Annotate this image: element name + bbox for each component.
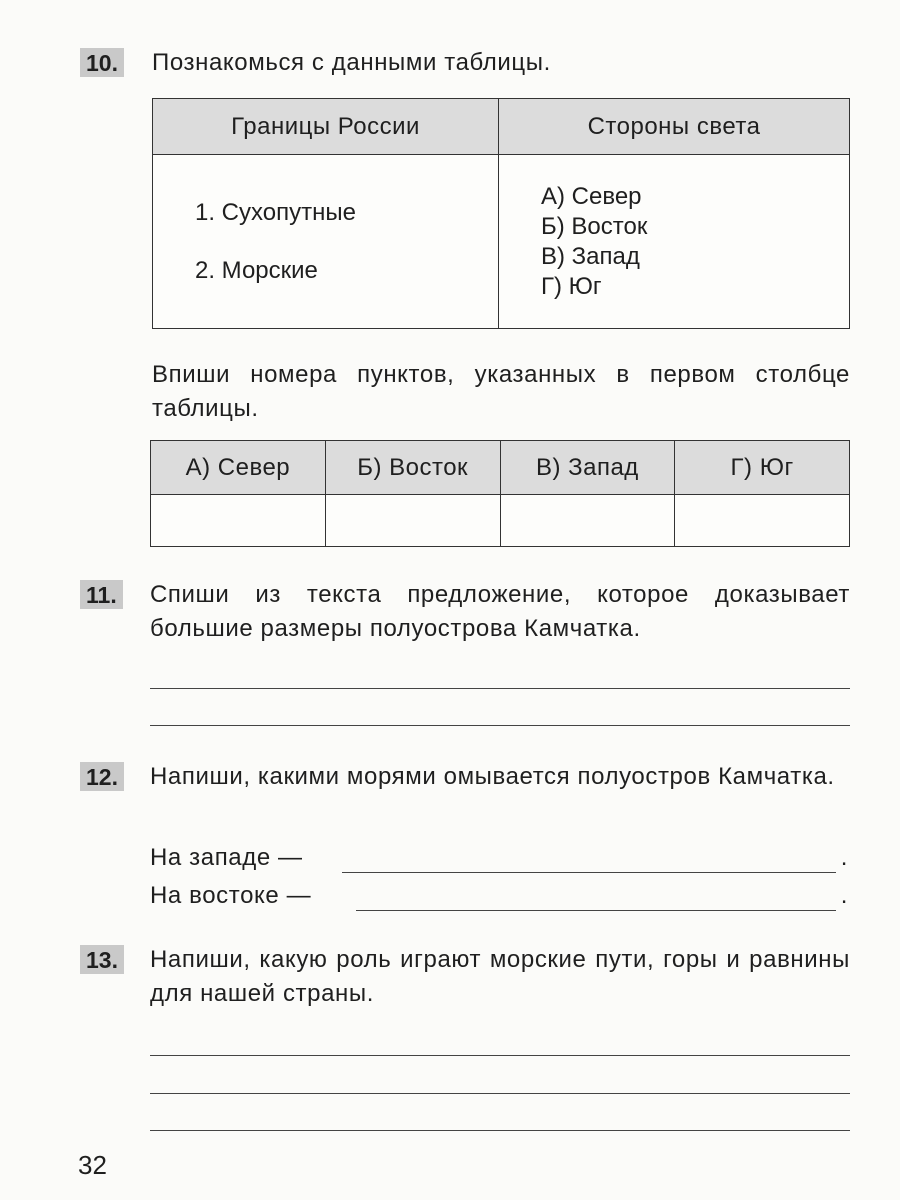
task-13 xyxy=(80,945,850,1135)
task-number: 12. xyxy=(80,762,124,791)
directions-cell xyxy=(499,155,850,329)
answer-header-south: Г) Юг xyxy=(675,441,850,495)
east-label: На востоке — xyxy=(150,882,312,909)
task-10 xyxy=(80,48,850,568)
answer-cell-west[interactable] xyxy=(500,495,675,547)
task-number: 11. xyxy=(80,580,123,609)
west-period: . xyxy=(840,844,848,871)
east-sea-row xyxy=(150,882,850,916)
answer-header-west: В) Запад xyxy=(500,441,675,495)
border-item-land: 1. Сухопутные xyxy=(195,198,356,226)
task-11 xyxy=(80,580,850,730)
directions-list xyxy=(541,182,848,302)
border-item-sea: 2. Морские xyxy=(195,256,318,284)
task-12 xyxy=(80,762,850,922)
task-prompt: Напиши, какими морями омывается полуостров Камчатка. xyxy=(150,763,835,790)
header-cardinal-directions: Стороны света xyxy=(499,99,850,155)
west-sea-answer-line[interactable] xyxy=(342,872,836,873)
task-number: 10. xyxy=(80,48,124,77)
task-prompt: Напиши, какую роль играют морские пути, горы и равнины для нашей страны. xyxy=(150,946,850,1007)
header-russia-borders: Границы России xyxy=(153,99,499,155)
borders-directions-table xyxy=(152,98,850,329)
answer-table xyxy=(150,440,850,547)
answer-cell-north[interactable] xyxy=(151,495,326,547)
task-number: 13. xyxy=(80,945,124,974)
west-label: На западе — xyxy=(150,844,303,871)
answer-line[interactable] xyxy=(150,725,850,726)
answer-line[interactable] xyxy=(150,1093,850,1094)
answer-cell-east[interactable] xyxy=(325,495,500,547)
west-sea-row xyxy=(150,844,850,878)
borders-list xyxy=(195,199,497,285)
borders-cell xyxy=(153,155,499,329)
answer-cell-south[interactable] xyxy=(675,495,850,547)
task-prompt: Спиши из текста предложение, которое доказывает большие размеры полуострова Камчатка. xyxy=(150,581,850,642)
task-instruction: Впиши номера пунктов, указанных в первом столбце таблицы. xyxy=(152,361,850,422)
answer-line[interactable] xyxy=(150,688,850,689)
direction-item-south: Г) Юг xyxy=(541,272,602,300)
answer-header-north: А) Север xyxy=(151,441,326,495)
direction-item-north: А) Север xyxy=(541,182,642,210)
direction-item-east: Б) Восток xyxy=(541,212,648,240)
direction-item-west: В) Запад xyxy=(541,242,640,270)
east-period: . xyxy=(840,882,848,909)
page-number: 32 xyxy=(78,1150,107,1180)
task-prompt: Познакомься с данными таблицы. xyxy=(152,49,551,76)
east-sea-answer-line[interactable] xyxy=(356,910,836,911)
answer-line[interactable] xyxy=(150,1130,850,1131)
answer-line[interactable] xyxy=(150,1055,850,1056)
answer-header-east: Б) Восток xyxy=(325,441,500,495)
